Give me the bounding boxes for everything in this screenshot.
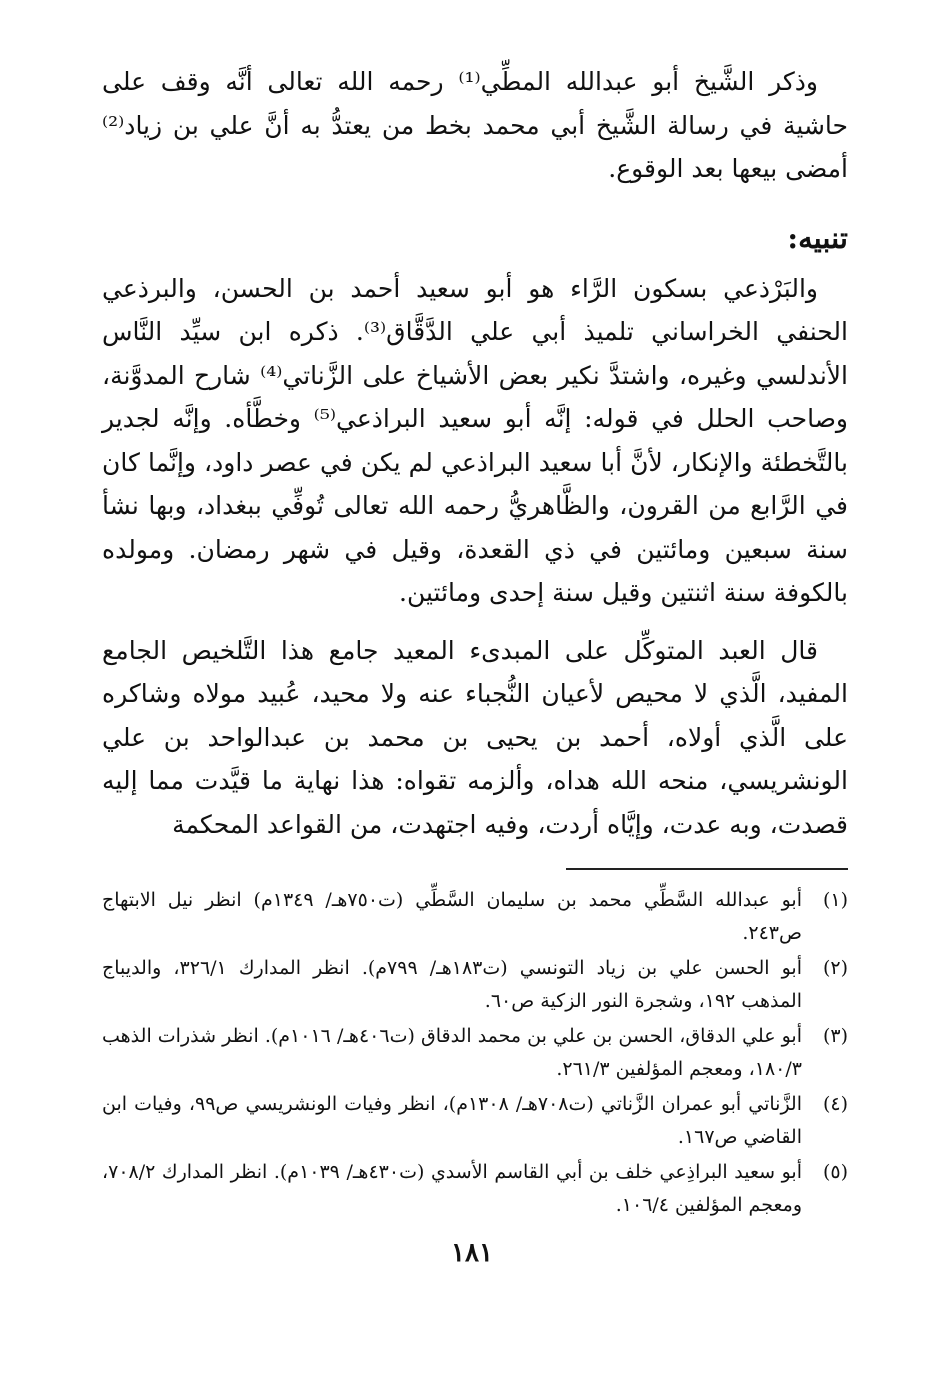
footnote-number: (٥) xyxy=(822,1161,848,1183)
footnote-text: أبو عبدالله السَّطِّي محمد بن سليمان السَّطِّي (ت٧٥٠هـ/ ١٣٤٩م) انظر نيل الابتهاج ص٢٤٣. xyxy=(102,889,803,944)
footnote-3 xyxy=(102,1020,848,1086)
paragraph-1: وذكر الشَّيخ أبو عبدالله المطِّي⁽¹⁾ رحمه الله تعالى أنَّه وقف على حاشية في رسالة الشَّيخ أبي محمد بخط من يعتدُّ به أنَّ علي بن زياد⁽²⁾ أمضى بيعها بعد الوقوع. xyxy=(102,67,848,183)
footnote-5 xyxy=(102,1156,848,1222)
footnote-4 xyxy=(102,1088,848,1154)
footnote-2 xyxy=(102,952,848,1018)
paragraph-3: قال العبد المتوكِّل على المبدىء المعيد جامع هذا التَّلخيص الجامع المفيد، الَّذي لا محيص لأعيان النُّجباء عنه ولا محيد، عُبيد مولاه وشاكره على الَّذي أولاه، أحمد بن يحيى بن محمد بن عبدالواحد بن علي الونشريسي، منحه الله هداه، وألزمه تقواه: هذا نهاية ما قيَّدت مما إليه قصدت، وبه عدت، وإيَّاه أردت، وفيه اجتهدت، من القواعد المحكمة xyxy=(102,635,848,839)
footnote-text: الزَّناتي أبو عمران الزَّناتي (ت٧٠٨هـ/ ١٣٠٨م)، انظر وفيات الونشريسي ص٩٩، وفيات ابن القاضي ص١٦٧. xyxy=(102,1093,802,1148)
footnote-1 xyxy=(102,884,848,950)
section-heading: تنبيه: xyxy=(787,220,848,255)
footnote-text: أبو علي الدقاق، الحسن بن علي بن محمد الدقاق (ت٤٠٦هـ/ ١٠١٦م). انظر شذرات الذهب ١٨٠/٣، ومعجم المؤلفين ٢٦١/٣. xyxy=(102,1025,802,1080)
footnote-number: (١) xyxy=(822,889,848,911)
footnotes xyxy=(102,884,848,1222)
page-number: ١٨١ xyxy=(451,1238,493,1268)
footnote-text: أبو سعيد البراذِعي خلف بن أبي القاسم الأسدي (ت٤٣٠هـ/ ١٠٣٩م). انظر المدارك ٧٠٨/٢، ومعجم المؤلفين ١٠٦/٤. xyxy=(102,1161,803,1216)
paragraph-2: والبَرْذعي بسكون الرَّاء هو أبو سعيد أحمد بن الحسن، والبرذعي الحنفي الخراساني تلميذ أبي علي الدَّقَّاق⁽³⁾. ذكره ابن سيِّد النَّاس الأندلسي وغيره، واشتدَّ نكير بعض الأشياخ على الزَّناتي⁽⁴⁾ شارح المدوَّنة، وصاحب الحلل في قوله: إنَّه أبو سعيد البراذعي⁽⁵⁾ وخطَّأه. وإنَّه لجدير بالتَّخطئة والإنكار، لأنَّ أبا سعيد البراذعي لم يكن في عصر داود، وإنَّما كان في الرَّابع من القرون، والظَّاهريُّ رحمه الله تعالى تُوفِّي ببغداد، وبها نشأ سنة سبعين ومائتين في ذي القعدة، وقيل في شهر رمضان. ومولده بالكوفة سنة اثنتين وقيل سنة إحدى ومائتين. xyxy=(102,273,849,607)
footnote-text: أبو الحسن علي بن زياد التونسي (ت١٨٣هـ/ ٧٩٩م). انظر المدارك ٣٢٦/١، والديباج المذهب ١٩٢، وشجرة النور الزكية ص٦٠. xyxy=(102,957,802,1012)
page-body xyxy=(102,60,848,1224)
footnote-number: (٤) xyxy=(822,1093,848,1115)
footnote-separator xyxy=(566,868,848,870)
footnote-number: (٢) xyxy=(822,957,848,979)
footnote-number: (٣) xyxy=(822,1025,848,1047)
